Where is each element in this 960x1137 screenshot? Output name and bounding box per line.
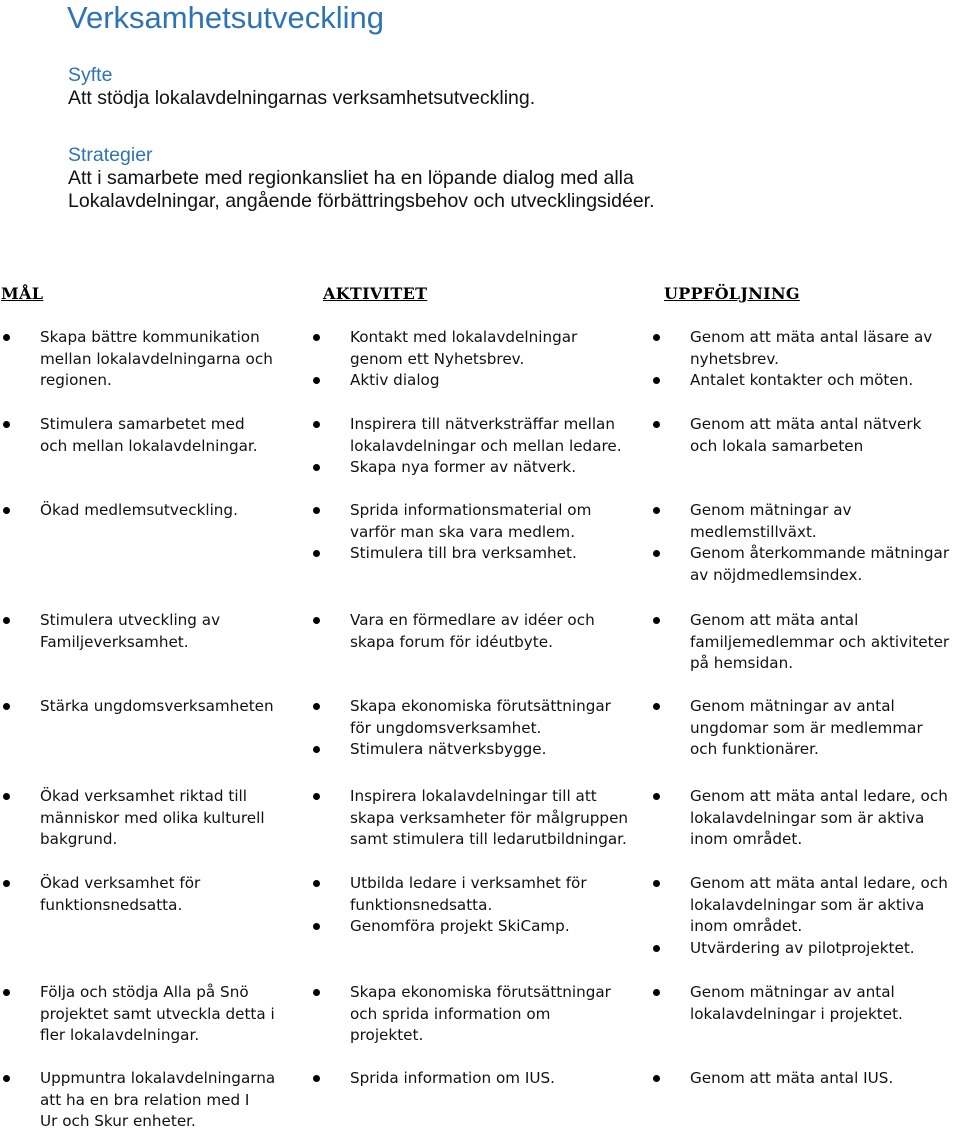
bullet-icon — [3, 880, 10, 887]
bullet-item — [0, 500, 300, 522]
syfte-heading: Syfte — [68, 64, 113, 86]
bullet-item — [650, 610, 960, 675]
bullet-text: Utvärdering av pilotprojektet. — [690, 938, 915, 957]
bullet-text: Genom återkommande mätningar — [690, 544, 950, 562]
cell-mal — [0, 414, 300, 457]
column-header-mal: MÅL — [1, 284, 44, 303]
cell-mal — [0, 610, 300, 653]
bullet-item — [310, 739, 650, 761]
bullet-text: lokalavdelningar som är aktiva — [690, 895, 925, 914]
bullet-icon — [653, 703, 660, 710]
cell-uppfoljning — [650, 414, 960, 457]
bullet-icon — [313, 793, 320, 800]
bullet-text: Genom mätningar av — [690, 501, 852, 519]
bullet-text: lokalavdelningar i projektet. — [690, 1004, 903, 1023]
bullet-item — [310, 873, 650, 916]
cell-mal — [0, 327, 300, 392]
strategier-section — [68, 144, 655, 213]
bullet-text: regionen. — [40, 371, 112, 389]
bullet-text: Skapa ekonomiska förutsättningar — [350, 983, 611, 1001]
bullet-text: Uppmuntra lokalavdelningarna — [40, 1069, 276, 1087]
bullet-icon — [3, 617, 10, 624]
bullet-text: Genom att mäta antal — [690, 611, 859, 629]
bullet-item — [650, 370, 960, 392]
bullet-text: Stimulera till bra verksamhet. — [350, 544, 577, 562]
bullet-text: lokalavdelningar som är aktiva — [690, 808, 925, 827]
bullet-item — [650, 982, 960, 1025]
bullet-icon — [313, 923, 320, 930]
bullet-item — [650, 327, 960, 370]
bullet-text: Antalet kontakter och möten. — [690, 371, 914, 389]
bullet-item — [650, 414, 960, 457]
cell-mal — [0, 786, 300, 851]
bullet-text: Genom mätningar av antal — [690, 983, 895, 1001]
bullet-icon — [3, 507, 10, 514]
cell-mal — [0, 500, 300, 522]
bullet-text: Utbilda ledare i verksamhet för — [350, 874, 587, 892]
bullet-item — [310, 370, 650, 392]
bullet-item — [0, 786, 300, 851]
cell-aktivitet — [310, 982, 650, 1047]
bullet-item — [310, 327, 650, 370]
bullet-icon — [653, 377, 660, 384]
bullet-item — [650, 786, 960, 851]
bullet-text: och mellan lokalavdelningar. — [40, 436, 258, 455]
bullet-text: människor med olika kulturell — [40, 808, 265, 827]
bullet-icon — [3, 793, 10, 800]
bullet-item — [310, 1068, 650, 1090]
cell-mal — [0, 873, 300, 916]
bullet-icon — [313, 421, 320, 428]
bullet-item — [650, 543, 960, 586]
bullet-item — [310, 500, 650, 543]
bullet-icon — [3, 989, 10, 996]
bullet-icon — [653, 945, 660, 952]
bullet-icon — [313, 377, 320, 384]
bullet-item — [310, 414, 650, 457]
bullet-item — [0, 982, 300, 1047]
cell-aktivitet — [310, 500, 650, 565]
bullet-item — [650, 696, 960, 761]
bullet-text: funktionsnedsatta. — [40, 895, 183, 914]
cell-aktivitet — [310, 327, 650, 392]
cell-aktivitet — [310, 696, 650, 761]
cell-aktivitet — [310, 873, 650, 938]
bullet-icon — [653, 880, 660, 887]
bullet-text: Stärka ungdomsverksamheten — [40, 697, 274, 715]
bullet-text: Ökad medlemsutveckling. — [40, 501, 238, 519]
column-header-aktivitet: AKTIVITET — [323, 284, 428, 303]
bullet-text: Kontakt med lokalavdelningar — [350, 328, 578, 346]
cell-aktivitet — [310, 414, 650, 479]
bullet-text: och sprida information om — [350, 1004, 551, 1023]
bullet-icon — [653, 421, 660, 428]
bullet-item — [310, 696, 650, 739]
bullet-item — [650, 500, 960, 543]
bullet-item — [650, 1068, 960, 1090]
cell-uppfoljning — [650, 610, 960, 675]
bullet-text: projektet. — [350, 1026, 424, 1044]
bullet-item — [650, 938, 960, 960]
cell-uppfoljning — [650, 786, 960, 851]
cell-aktivitet — [310, 1068, 650, 1090]
strategier-line: Lokalavdelningar, angående förbättringsbehov och utvecklingsidéer. — [68, 190, 655, 212]
bullet-text: och funktionärer. — [690, 740, 819, 758]
bullet-text: fler lokalavdelningar. — [40, 1026, 200, 1044]
bullet-text: Vara en förmedlare av idéer och — [350, 611, 595, 629]
bullet-text: Genom att mäta antal nätverk — [690, 415, 922, 433]
bullet-text: Skapa bättre kommunikation — [40, 328, 260, 346]
bullet-text: familjemedlemmar och aktiviteter — [690, 632, 950, 651]
bullet-item — [0, 327, 300, 392]
bullet-text: Genom att mäta antal ledare, och — [690, 787, 948, 805]
bullet-text: Genom mätningar av antal — [690, 697, 895, 715]
bullet-icon — [3, 421, 10, 428]
bullet-icon — [653, 507, 660, 514]
syfte-section — [68, 64, 535, 110]
bullet-icon — [653, 334, 660, 341]
bullet-icon — [313, 746, 320, 753]
cell-uppfoljning — [650, 696, 960, 761]
cell-aktivitet — [310, 610, 650, 653]
bullet-icon — [313, 464, 320, 471]
bullet-text: inom området. — [690, 917, 803, 935]
document-title: Verksamhetsutveckling — [67, 0, 385, 35]
bullet-text: Genom att mäta antal ledare, och — [690, 874, 948, 892]
bullet-text: Ökad verksamhet riktad till — [40, 787, 247, 805]
bullet-text: Genom att mäta antal IUS. — [690, 1069, 894, 1087]
bullet-icon — [313, 1075, 320, 1082]
bullet-text: för ungdomsverksamhet. — [350, 718, 542, 737]
bullet-item — [310, 543, 650, 565]
bullet-icon — [313, 334, 320, 341]
bullet-icon — [313, 550, 320, 557]
bullet-text: varför man ska vara medlem. — [350, 522, 576, 541]
bullet-text: Ur och Skur enheter. — [40, 1112, 196, 1130]
bullet-text: mellan lokalavdelningarna och — [40, 349, 273, 368]
bullet-text: bakgrund. — [40, 830, 118, 848]
bullet-text: Aktiv dialog — [350, 371, 440, 389]
bullet-icon — [313, 989, 320, 996]
bullet-text: Stimulera nätverksbygge. — [350, 740, 547, 758]
bullet-text: Skapa ekonomiska förutsättningar — [350, 697, 611, 715]
bullet-icon — [313, 703, 320, 710]
bullet-text: projektet samt utveckla detta i — [40, 1004, 275, 1023]
bullet-icon — [313, 880, 320, 887]
bullet-item — [310, 916, 650, 938]
strategier-line: Att i samarbete med regionkansliet ha en löpande dialog med alla — [68, 167, 634, 189]
bullet-text: Genomföra projekt SkiCamp. — [350, 917, 570, 935]
column-header-uppfoljning: UPPFÖLJNING — [664, 284, 800, 303]
bullet-icon — [653, 989, 660, 996]
bullet-text: Inspirera lokalavdelningar till att — [350, 787, 597, 805]
bullet-item — [310, 610, 650, 653]
bullet-text: och lokala samarbeten — [690, 436, 864, 455]
bullet-text: genom ett Nyhetsbrev. — [350, 349, 525, 368]
bullet-icon — [313, 617, 320, 624]
cell-uppfoljning — [650, 982, 960, 1025]
bullet-text: skapa forum för idéutbyte. — [350, 632, 553, 651]
bullet-text: Inspirera till nätverksträffar mellan — [350, 415, 615, 433]
cell-uppfoljning — [650, 1068, 960, 1090]
syfte-text: Att stödja lokalavdelningarnas verksamhetsutveckling. — [68, 87, 536, 109]
bullet-text: att ha en bra relation med I — [40, 1090, 250, 1109]
bullet-item — [650, 873, 960, 938]
bullet-icon — [3, 703, 10, 710]
bullet-text: Sprida informationsmaterial om — [350, 501, 592, 519]
bullet-text: nyhetsbrev. — [690, 349, 779, 368]
bullet-text: funktionsnedsatta. — [350, 895, 493, 914]
bullet-item — [310, 982, 650, 1047]
bullet-icon — [3, 334, 10, 341]
bullet-icon — [653, 617, 660, 624]
cell-mal — [0, 696, 300, 718]
bullet-icon — [653, 1075, 660, 1082]
cell-uppfoljning — [650, 500, 960, 586]
bullet-text: lokalavdelningar och mellan ledare. — [350, 436, 622, 455]
cell-aktivitet — [310, 786, 650, 851]
cell-mal — [0, 982, 300, 1047]
bullet-text: ungdomar som är medlemmar — [690, 718, 923, 737]
bullet-icon — [653, 550, 660, 557]
bullet-text: Skapa nya former av nätverk. — [350, 458, 577, 476]
bullet-item — [310, 457, 650, 479]
bullet-item — [0, 1068, 300, 1133]
bullet-text: Följa och stödja Alla på Snö — [40, 983, 249, 1001]
cell-uppfoljning — [650, 327, 960, 392]
bullet-text: av nöjdmedlemsindex. — [690, 565, 863, 584]
cell-uppfoljning — [650, 873, 960, 959]
bullet-text: Familjeverksamhet. — [40, 632, 189, 651]
bullet-text: inom området. — [690, 830, 803, 848]
bullet-icon — [653, 793, 660, 800]
bullet-text: Ökad verksamhet för — [40, 874, 201, 892]
bullet-icon — [3, 1075, 10, 1082]
bullet-item — [0, 873, 300, 916]
bullet-icon — [313, 507, 320, 514]
bullet-text: Genom att mäta antal läsare av — [690, 328, 933, 346]
cell-mal — [0, 1068, 300, 1133]
bullet-item — [0, 610, 300, 653]
bullet-text: Sprida information om IUS. — [350, 1069, 555, 1087]
bullet-item — [0, 696, 300, 718]
bullet-item — [310, 786, 650, 851]
bullet-text: medlemstillväxt. — [690, 522, 817, 541]
bullet-text: Stimulera utveckling av — [40, 611, 221, 629]
strategier-heading: Strategier — [68, 144, 153, 166]
bullet-text: Stimulera samarbetet med — [40, 415, 245, 433]
bullet-text: samt stimulera till ledarutbildningar. — [350, 830, 627, 848]
bullet-item — [0, 414, 300, 457]
bullet-text: på hemsidan. — [690, 654, 794, 672]
bullet-text: skapa verksamheter för målgruppen — [350, 808, 629, 827]
